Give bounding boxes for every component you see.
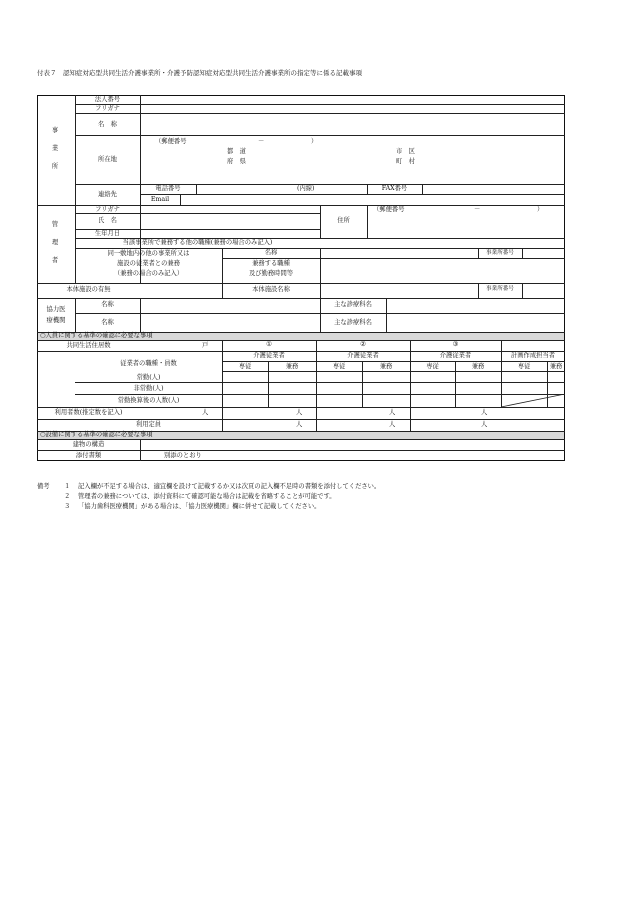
unit-suffix: 戸 (202, 342, 209, 349)
birthdate-label: 生年月日 (94, 230, 121, 237)
note-2-num: ２ (64, 493, 71, 500)
full-time-4: 専従 (517, 363, 531, 370)
attached-docs-label: 添付書類 (75, 452, 102, 459)
email-label: Email (150, 196, 170, 203)
capacity-person-3: 人 (481, 421, 488, 428)
other-office-name-label: 名称 (264, 249, 278, 256)
note-3-text: 「協力歯科医療機関」がある場合は、「協力医療機関」欄に併せて記載してください。 (78, 503, 321, 510)
prefecture-fu-ken: 府 県 (227, 158, 246, 165)
concurrent-same-label: 当該事業所で兼務する他の職種(兼務の場合のみ記入) (122, 239, 273, 246)
cooperating-dept-label-1: 主な診療科名 (334, 301, 372, 308)
manager-side-1: 管 (51, 221, 59, 228)
living-units-label: 共同生活住居数 (66, 342, 111, 349)
concurrent-other-line3: （兼務の場合のみ記入） (113, 270, 184, 277)
fax-label: FAX番号 (381, 185, 408, 192)
note-1-num: １ (64, 483, 71, 490)
main-facility-exists-label: 本体施設の有無 (66, 286, 111, 293)
cooperating-name-label-1: 名称 (101, 301, 114, 308)
concurrent-job-label: 兼務する職種 (252, 260, 290, 267)
concurrent-other-line2: 施設の従業者との兼務 (117, 260, 180, 267)
cooperating-label-1: 協力医 (46, 306, 66, 313)
other-office-no-label: 事業所番号 (486, 250, 514, 256)
address-label: 所在地 (98, 156, 117, 163)
caregiver-header-1: 介護従業者 (253, 352, 285, 359)
full-time-3: 専従 (426, 363, 439, 370)
prefecture-to-do: 都 道 (227, 148, 246, 155)
manager-address-label: 住所 (337, 217, 350, 224)
equipment-section-title: ○設備に関する基準の確認に必要な事項 (40, 431, 153, 438)
diagonal-slash (501, 394, 565, 407)
phone-label: 電話番号 (155, 185, 181, 192)
users-label: 利用者数(推定数を記入) (54, 409, 123, 416)
unit-number-3: ③ (452, 341, 459, 348)
extension-label: (内線) (297, 185, 315, 192)
capacity-person-1: 人 (296, 421, 303, 428)
building-structure-label: 建物の構造 (72, 441, 105, 448)
full-time-count-label: 常勤(人) (136, 374, 161, 381)
users-person-0: 人 (202, 409, 209, 416)
cooperating-name-label-2: 名称 (101, 319, 114, 326)
concurrent-3: 兼務 (471, 363, 485, 370)
manager-side-2: 理 (51, 239, 59, 246)
concurrent-4: 兼務 (549, 363, 563, 370)
contact-label: 連絡先 (98, 191, 117, 198)
concurrent-other-line1: 同一敷地内の他の事業所又は (107, 250, 190, 257)
users-person-3: 人 (481, 409, 488, 416)
caregiver-header-3: 介護従業者 (439, 352, 472, 359)
form-title: 付表７ 認知症対応型共同生活介護事業所・介護予防認知症対応型共同生活介護事業所の指定等に係る記載事項 (37, 69, 362, 77)
unit-number-2: ② (360, 341, 366, 348)
work-hours-label: 及び勤務時間等 (248, 270, 294, 277)
office-name-label: 名 称 (98, 121, 117, 128)
main-facility-office-no-label: 事業所番号 (486, 286, 514, 292)
users-person-2: 人 (389, 409, 396, 416)
concurrent-2: 兼務 (379, 363, 393, 370)
role-header: 従業者の職種・員数 (120, 360, 177, 367)
unit-number-1: ① (266, 341, 272, 348)
note-3-num: ３ (64, 503, 71, 510)
capacity-person-2: 人 (389, 421, 396, 428)
manager-side-3: 者 (51, 257, 59, 264)
caregiver-header-2: 介護従業者 (347, 352, 379, 359)
city-shi-ku: 市 区 (396, 148, 415, 155)
attached-docs-value: 別添のとおり (164, 452, 202, 459)
cooperating-label-2: 療機関 (46, 317, 66, 324)
postal-label: （郵便番号 (155, 138, 187, 145)
city-cho-son: 町 村 (396, 158, 415, 165)
note-2-text: 管理者の兼務については、添付資料にて確認可能な場合は記載を省略することが可能です。 (78, 493, 336, 500)
office-side-3: 所 (51, 163, 59, 170)
manager-furigana-label: フリガナ (95, 206, 120, 213)
capacity-label: 利用定員 (135, 421, 162, 428)
cooperating-dept-label-2: 主な診療科名 (334, 319, 372, 326)
postal-close: ） (311, 138, 318, 145)
office-side-1: 事 (51, 127, 59, 134)
full-time-1: 専従 (238, 363, 252, 370)
part-time-count-label: 非常勤(人) (133, 385, 164, 392)
full-time-2: 専従 (332, 363, 346, 370)
manager-postal-dash: － (474, 206, 481, 213)
manager-postal-close: ） (537, 206, 544, 213)
planner-header: 計画作成担当者 (510, 352, 556, 359)
manager-name-label: 氏 名 (98, 217, 117, 224)
users-person-1: 人 (296, 409, 303, 416)
manager-postal-label: （郵便番号 (373, 206, 405, 213)
concurrent-1: 兼務 (285, 363, 299, 370)
corp-number-label: 法人番号 (94, 96, 121, 103)
staffing-section-title: ○人員に関する基準の確認に必要な事項 (40, 332, 153, 339)
fte-count-label: 常勤換算後の人数(人) (117, 397, 180, 404)
furigana-label: フリガナ (95, 105, 120, 112)
office-side-2: 業 (51, 145, 59, 152)
main-facility-name-label: 本体施設名称 (252, 286, 290, 293)
notes-label: 備考 (37, 483, 50, 490)
postal-dash: － (258, 138, 265, 145)
note-1-text: 記入欄が不足する場合は、適宜欄を設けて記載するか又は次頁の記入欄不足時の書類を添付してください。 (78, 483, 381, 490)
